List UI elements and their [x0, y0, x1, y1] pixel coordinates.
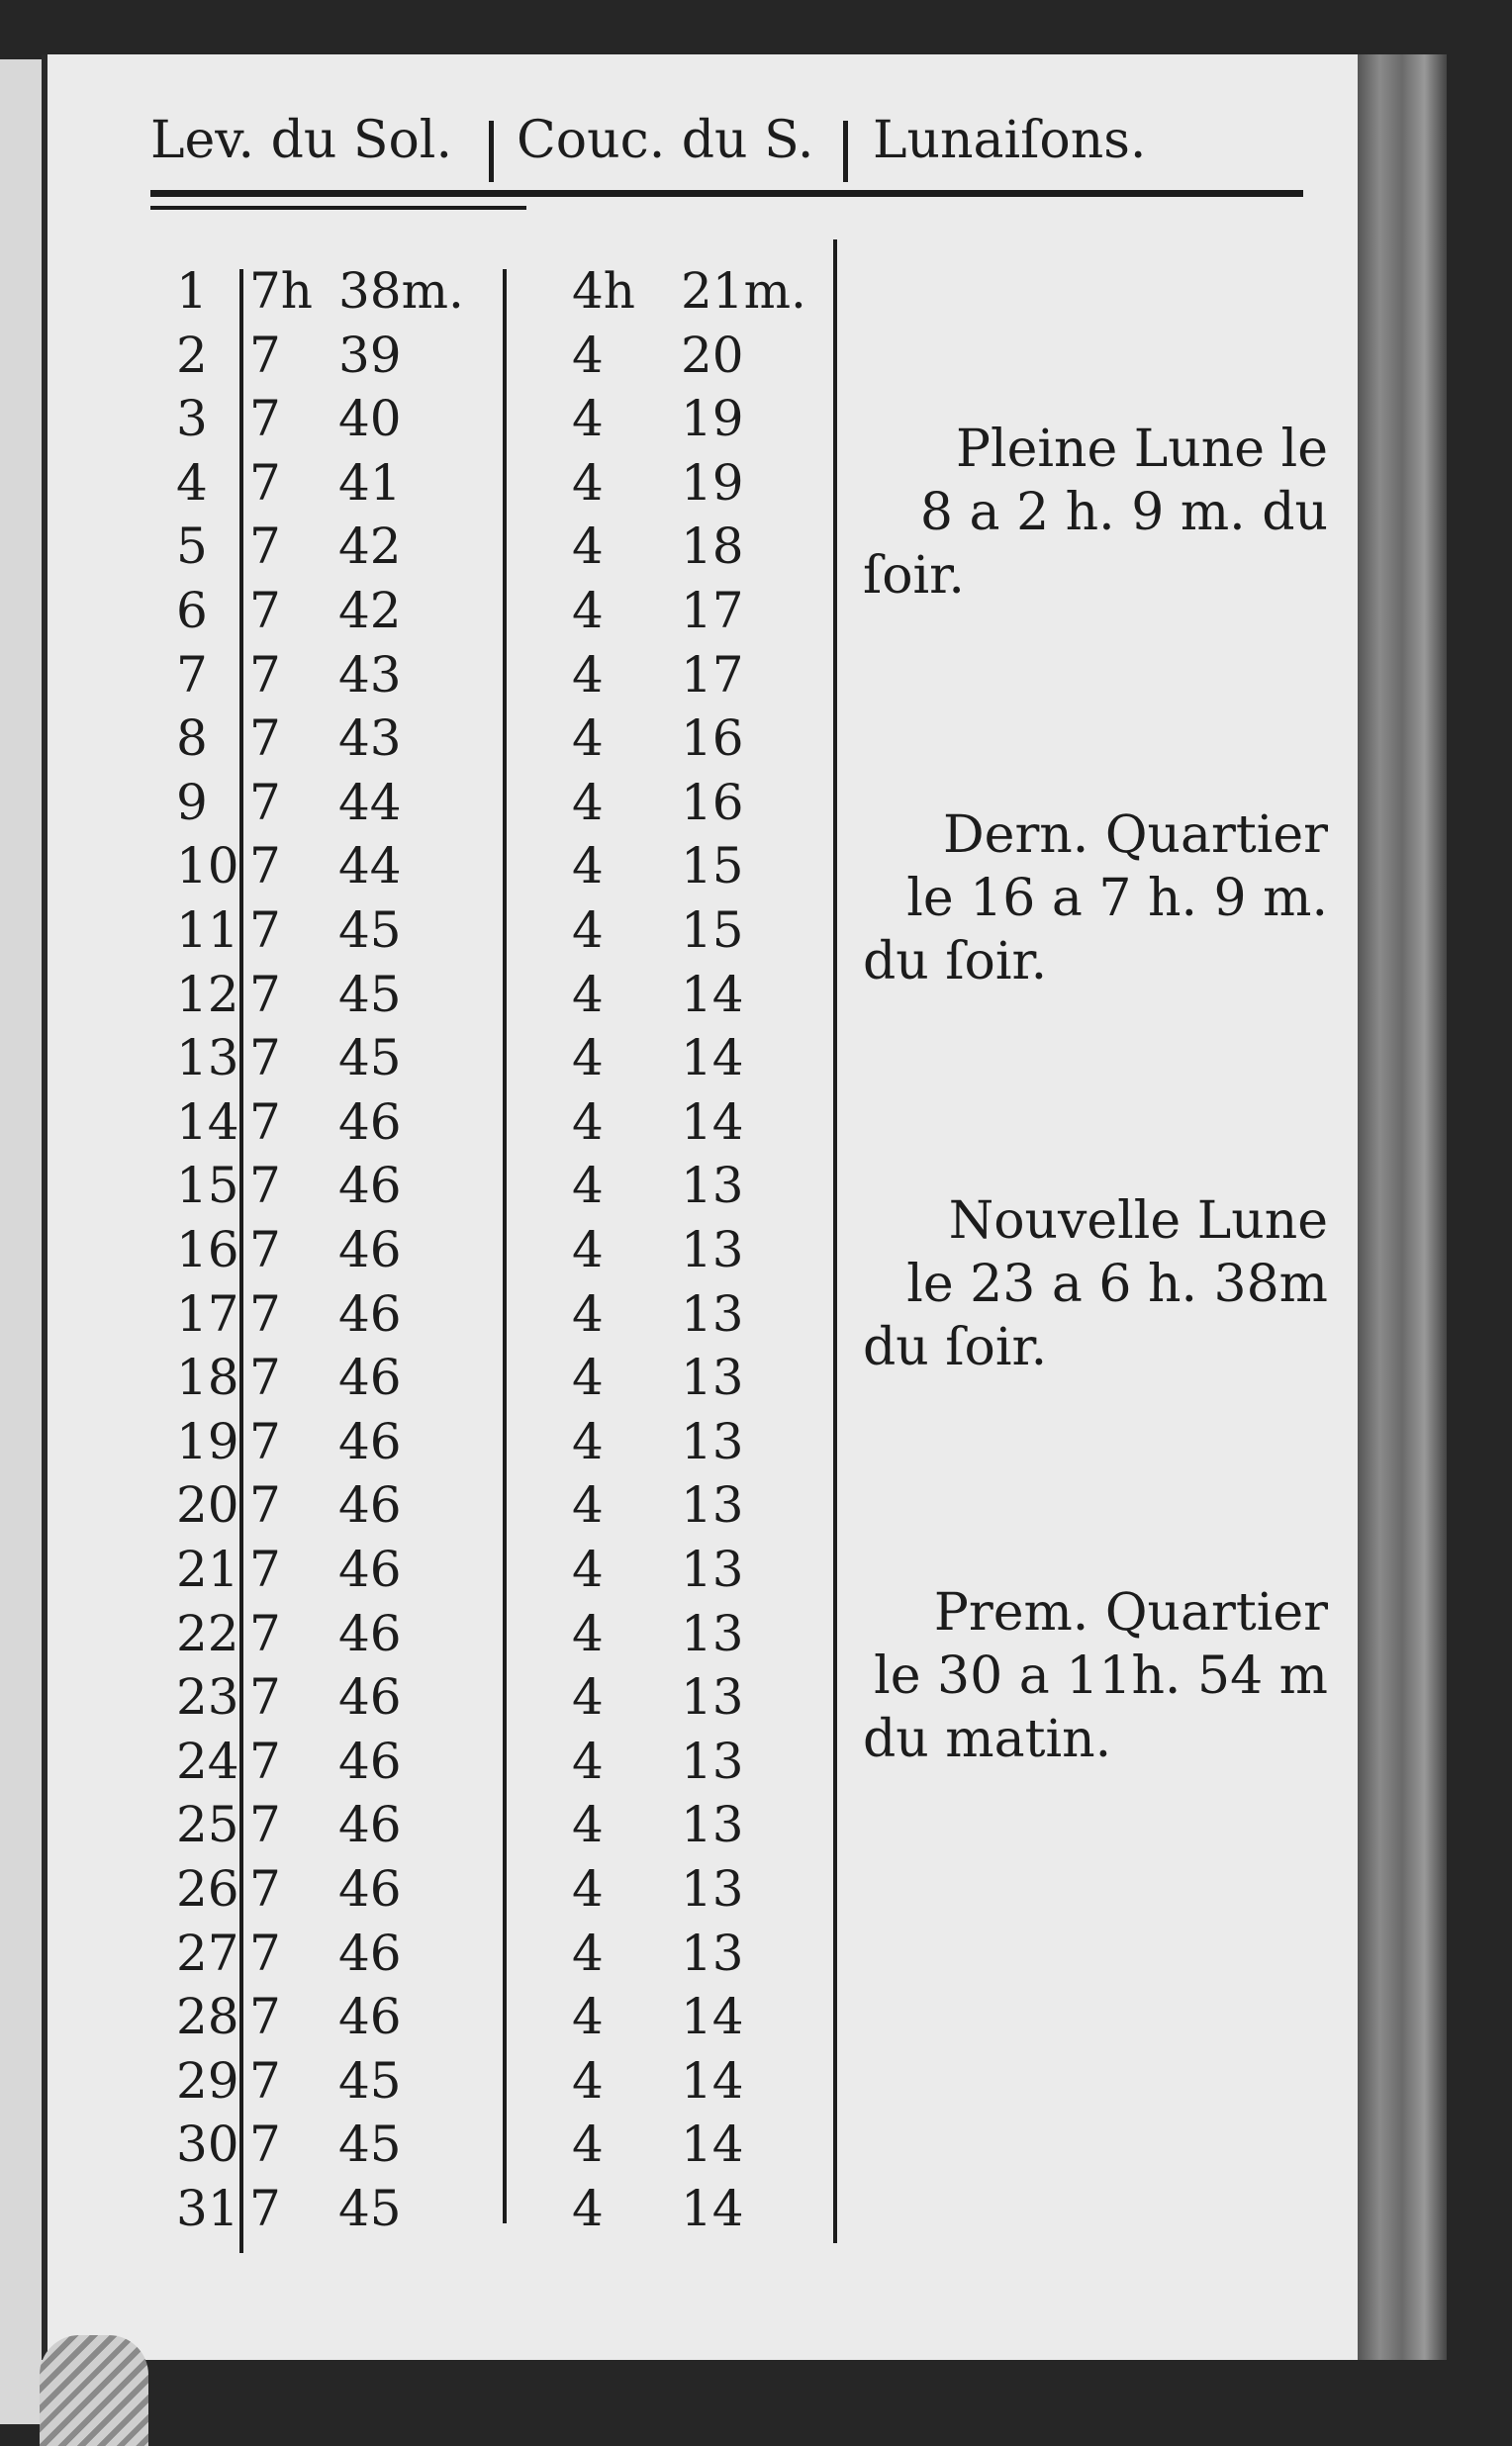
day-number: 27	[176, 1924, 239, 1982]
sunset-minute: 13	[681, 1732, 744, 1790]
day-number: 1	[176, 262, 208, 320]
sunrise-hour: 7	[249, 1924, 281, 1982]
sunset-minute: 13	[681, 1860, 744, 1918]
header-sunset: Couc. du S.	[517, 111, 814, 170]
sunrise-minute: 43	[338, 709, 402, 768]
sunset-minute: 19	[681, 390, 744, 448]
sunrise-hour: 7	[249, 901, 281, 959]
day-number: 10	[176, 837, 239, 895]
sunrise-hour: 7	[249, 1284, 281, 1343]
header-rule-double	[150, 206, 526, 210]
sunset-hour: 4	[572, 709, 604, 768]
sunset-hour: 4	[572, 1092, 604, 1151]
sunrise-minute: 45	[338, 2051, 402, 2110]
phase-date: 8 a 2 h. 9 m. du	[919, 483, 1328, 542]
sunset-hour: 4	[572, 1476, 604, 1535]
day-number: 4	[176, 453, 208, 512]
sunrise-hour: 7	[249, 517, 281, 576]
day-number: 26	[176, 1860, 239, 1918]
sunrise-minute: 46	[338, 1221, 402, 1278]
day-number: 3	[176, 390, 208, 448]
sunset-hour: 4	[572, 1349, 604, 1407]
sunrise-minute: 46	[338, 1988, 402, 2046]
sunrise-hour: 7	[249, 2051, 281, 2110]
sunrise-minute: 46	[338, 1284, 402, 1343]
sunrise-hour: 7	[249, 645, 281, 704]
sunrise-hour: 7	[249, 709, 281, 768]
sunset-hour: 4	[572, 901, 604, 959]
sunset-minute: 15	[681, 901, 744, 959]
phase-title: Dern. Quartier	[942, 805, 1328, 865]
sunset-hour: 4	[572, 1221, 604, 1278]
sunrise-hour: 7	[249, 1412, 281, 1470]
sunrise-minute: 38m.	[338, 262, 464, 320]
day-number: 24	[176, 1732, 239, 1790]
sunset-minute: 13	[681, 1604, 744, 1662]
day-number: 16	[176, 1221, 239, 1278]
sunset-hour: 4	[572, 1604, 604, 1662]
sunrise-column-rule	[503, 269, 507, 2223]
sunset-hour: 4	[572, 1029, 604, 1087]
day-number: 5	[176, 517, 208, 576]
day-number: 18	[176, 1349, 239, 1407]
sunrise-minute: 46	[338, 1604, 402, 1662]
sunrise-minute: 45	[338, 965, 402, 1023]
day-number: 7	[176, 645, 208, 704]
sunset-hour: 4	[572, 1284, 604, 1343]
phase-time-of-day: du ſoir.	[863, 932, 1048, 991]
sunset-hour: 4	[572, 645, 604, 704]
sunrise-minute: 46	[338, 1349, 402, 1407]
sunset-hour: 4	[572, 837, 604, 895]
sunrise-hour: 7	[249, 1732, 281, 1790]
sunset-minute: 13	[681, 1668, 744, 1727]
sunrise-hour: 7	[249, 773, 281, 831]
sunset-minute: 14	[681, 1092, 744, 1151]
sunset-minute: 14	[681, 2116, 744, 2174]
sunrise-hour: 7	[249, 582, 281, 639]
sunset-hour: 4	[572, 517, 604, 576]
day-number: 29	[176, 2051, 239, 2110]
sunrise-hour: 7	[249, 1157, 281, 1215]
sunrise-minute: 46	[338, 1796, 402, 1854]
sunrise-minute: 42	[338, 582, 402, 639]
sunset-hour: 4	[572, 582, 604, 639]
day-number: 11	[176, 901, 239, 959]
sunset-minute: 14	[681, 2051, 744, 2110]
sunrise-minute: 41	[338, 453, 402, 512]
sunrise-hour: 7	[249, 2116, 281, 2174]
phase-date: le 30 a 11h. 54 m	[874, 1646, 1328, 1706]
header-sunrise: Lev. du Sol.	[150, 111, 452, 170]
phase-time-of-day: du ſoir.	[863, 1318, 1048, 1377]
header-rule	[150, 190, 1303, 197]
sunrise-hour: 7	[249, 1988, 281, 2046]
sunset-hour: 4	[572, 1541, 604, 1598]
sunrise-minute: 44	[338, 773, 402, 831]
day-number: 23	[176, 1668, 239, 1727]
day-number: 8	[176, 709, 208, 768]
phase-full-moon	[863, 418, 1328, 608]
sunrise-minute: 46	[338, 1668, 402, 1727]
phase-title: Pleine Lune le	[955, 420, 1328, 479]
day-number: 17	[176, 1284, 239, 1343]
sunset-hour: 4	[572, 390, 604, 448]
phase-first-quarter	[863, 1581, 1328, 1771]
sunset-hour: 4	[572, 1668, 604, 1727]
day-number: 2	[176, 326, 208, 384]
sunset-minute: 14	[681, 2180, 744, 2237]
sunset-minute: 13	[681, 1476, 744, 1535]
sunset-minute: 13	[681, 1412, 744, 1470]
sunset-hour: 4	[572, 1796, 604, 1854]
sunrise-minute: 46	[338, 1157, 402, 1215]
sunset-column-rule	[833, 239, 837, 2243]
sunset-minute: 13	[681, 1349, 744, 1407]
day-number: 21	[176, 1541, 239, 1598]
sunset-hour: 4	[572, 1412, 604, 1470]
day-number: 19	[176, 1412, 239, 1470]
sunrise-minute: 39	[338, 326, 402, 384]
sunset-hour: 4	[572, 1988, 604, 2046]
day-number: 6	[176, 582, 208, 639]
sunrise-hour: 7	[249, 1476, 281, 1535]
sunset-minute: 21m.	[681, 262, 806, 320]
sunset-hour: 4	[572, 1157, 604, 1215]
sunrise-minute: 45	[338, 1029, 402, 1087]
sunrise-hour: 7	[249, 1349, 281, 1407]
sunset-minute: 14	[681, 965, 744, 1023]
sunset-minute: 17	[681, 582, 744, 639]
sunrise-minute: 42	[338, 517, 402, 576]
day-number: 22	[176, 1604, 239, 1662]
sunrise-minute: 44	[338, 837, 402, 895]
phase-new-moon	[863, 1189, 1328, 1379]
day-number: 31	[176, 2180, 239, 2237]
sunset-hour: 4	[572, 2051, 604, 2110]
sunset-minute: 13	[681, 1924, 744, 1982]
sunrise-hour: 7	[249, 1796, 281, 1854]
sunset-hour: 4	[572, 1924, 604, 1982]
sunset-minute: 16	[681, 709, 744, 768]
sunrise-hour: 7	[249, 965, 281, 1023]
sunrise-hour: 7	[249, 1541, 281, 1598]
day-number: 25	[176, 1796, 239, 1854]
sunset-hour: 4	[572, 2180, 604, 2237]
sunrise-minute: 46	[338, 1924, 402, 1982]
day-number: 30	[176, 2116, 239, 2174]
page-block-edge	[1358, 54, 1447, 2360]
sunrise-hour: 7	[249, 1221, 281, 1278]
sunset-minute: 17	[681, 645, 744, 704]
sunset-hour: 4	[572, 1860, 604, 1918]
sunrise-minute: 45	[338, 2180, 402, 2237]
phase-time-of-day: du matin.	[863, 1710, 1112, 1769]
sunrise-hour: 7	[249, 453, 281, 512]
day-number: 20	[176, 1476, 239, 1535]
sunrise-hour: 7	[249, 1604, 281, 1662]
day-number: 13	[176, 1029, 239, 1087]
sunrise-hour: 7	[249, 1668, 281, 1727]
phase-date: le 23 a 6 h. 38m	[906, 1255, 1328, 1314]
sunrise-minute: 46	[338, 1092, 402, 1151]
sunset-minute: 19	[681, 453, 744, 512]
sunrise-hour: 7	[249, 1092, 281, 1151]
day-number: 28	[176, 1988, 239, 2046]
phase-date: le 16 a 7 h. 9 m.	[906, 869, 1328, 928]
sunset-minute: 14	[681, 1029, 744, 1087]
sunrise-minute: 46	[338, 1860, 402, 1918]
sunrise-hour: 7	[249, 390, 281, 448]
sunrise-minute: 46	[338, 1732, 402, 1790]
phase-time-of-day: ſoir.	[863, 546, 965, 606]
sunset-minute: 16	[681, 773, 744, 831]
sunset-hour: 4	[572, 1732, 604, 1790]
sunrise-hour: 7	[249, 2180, 281, 2237]
header-separator	[843, 121, 848, 182]
sunset-hour: 4h	[572, 262, 636, 320]
bookmark-ribbon	[40, 2335, 148, 2446]
sunset-minute: 14	[681, 1988, 744, 2046]
sunrise-hour: 7h	[249, 262, 314, 320]
sunrise-hour: 7	[249, 837, 281, 895]
sunset-hour: 4	[572, 326, 604, 384]
sunrise-hour: 7	[249, 1029, 281, 1087]
sunset-minute: 13	[681, 1541, 744, 1598]
sunset-hour: 4	[572, 2116, 604, 2174]
sunset-minute: 13	[681, 1157, 744, 1215]
day-number: 9	[176, 773, 208, 831]
sunrise-minute: 46	[338, 1541, 402, 1598]
sunset-minute: 13	[681, 1221, 744, 1278]
sunrise-minute: 40	[338, 390, 402, 448]
day-column-rule	[239, 269, 243, 2253]
sunrise-minute: 45	[338, 901, 402, 959]
sunset-hour: 4	[572, 965, 604, 1023]
day-number: 12	[176, 965, 239, 1023]
sunset-hour: 4	[572, 453, 604, 512]
sunrise-minute: 45	[338, 2116, 402, 2174]
sunrise-minute: 43	[338, 645, 402, 704]
sunrise-minute: 46	[338, 1412, 402, 1470]
sunset-minute: 18	[681, 517, 744, 576]
sunset-hour: 4	[572, 773, 604, 831]
header-phases: Lunaiſons.	[873, 111, 1147, 170]
sunset-minute: 13	[681, 1284, 744, 1343]
sunrise-hour: 7	[249, 326, 281, 384]
sunset-minute: 20	[681, 326, 744, 384]
sunrise-minute: 46	[338, 1476, 402, 1535]
sunset-minute: 13	[681, 1796, 744, 1854]
phase-last-quarter	[863, 803, 1328, 993]
phase-title: Nouvelle Lune	[948, 1191, 1328, 1251]
header-separator	[489, 121, 494, 182]
day-number: 15	[176, 1157, 239, 1215]
day-number: 14	[176, 1092, 239, 1151]
sunrise-hour: 7	[249, 1860, 281, 1918]
phase-title: Prem. Quartier	[933, 1583, 1328, 1643]
sunset-minute: 15	[681, 837, 744, 895]
